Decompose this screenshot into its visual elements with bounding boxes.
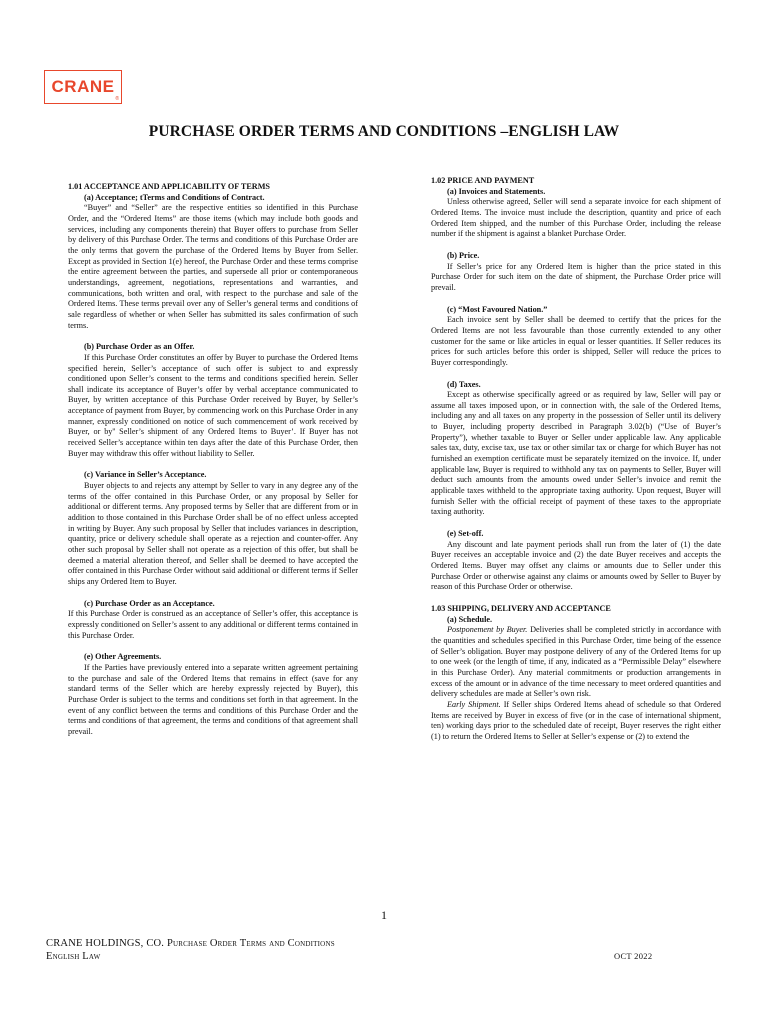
subheading-other-agreements: (e) Other Agreements.: [84, 652, 162, 662]
paragraph-setoff: Any discount and late payment periods shall run from the later of (1) the date Buyer receives an acceptable invoice and (2) the date Buyer receives and accepts the Ordered Items. Buyer may offset any claims or amounts due to Seller under this Purchase Order or otherwise against any claims or amounts owed by Seller to Buyer by reason of this Purchase Order or otherwise.: [431, 539, 721, 592]
logo-text: CRANE: [51, 77, 115, 96]
footer-date: OCT 2022: [614, 951, 653, 961]
paragraph-taxes: Except as otherwise specifically agreed or as required by law, Seller will pay or assume all taxes imposed upon, or in connection with, the sale of the Ordered Items, including any and all taxes on any property in the possession of Seller until its delivery to Buyer, including property described in Paragraph 3.02(b) (“Use of Buyer’s Property”), whether taxable to Buyer or Seller under applicable law. Any applicable sales tax, duty, excise tax, use tax or other similar tax or charge for which Buyer has not furnished an exemption certificate must be separately itemized on the invoice. If, under applicable law, Buyer is required to withhold any tax on payments to Seller, Buyer will deduct such amounts from the amounts owed under Seller’s invoice and remit the applicable taxes withheld to the appropriate taxing authority. Upon request, Buyer will furnish Seller with the official receipt of payment of these taxes to the appropriate taxing authority.: [431, 390, 721, 517]
section-heading-1-02: 1.02 PRICE AND PAYMENT: [431, 176, 535, 185]
paragraph-acceptance: “Buyer” and “Seller” are the respective entities so identified in this Purchase Order, and the “Ordered Items” are those items (which may include both goods and services, including any components therein) that Buyer offers to purchase from Seller by delivery of this Purchase Order. The terms and conditions of this Purchase Order are the only terms that govern the purchase of the Ordered Items by Buyer from Seller. Except as provided in Section 1(e) hereof, the Purchase Order and these terms comprise the entire agreement between the parties, and supersede all prior or contemporaneous understandings, agreement, negotiations, representations and warranties, and communications, both written and oral, with respect to the purchase and sale of the Ordered Items. These terms prevail over any of Seller’s general terms and conditions of sale regardless of whether or when Seller has submitted its sales confirmation of such terms.: [68, 203, 358, 330]
early-shipment-lead: Early Shipment.: [447, 699, 501, 709]
section-heading-1-03: 1.03 SHIPPING, DELIVERY AND ACCEPTANCE: [431, 603, 611, 613]
page-title: PURCHASE ORDER TERMS AND CONDITIONS –ENGLISH LAW: [148, 123, 620, 140]
right-column: [431, 176, 721, 743]
subheading-price: (b) Price.: [447, 250, 480, 260]
subheading-invoices: (a) Invoices and Statements.: [447, 186, 546, 196]
crane-logo: [44, 70, 122, 104]
subheading-acceptance: (a) Acceptance; tTerms and Conditions of Contract.: [84, 192, 265, 202]
footer-line-1: CRANE HOLDINGS, CO. Purchase Order Terms and Conditions: [46, 938, 335, 949]
paragraph-variance: Buyer objects to and rejects any attempt by Seller to vary in any degree any of the terms of the offer contained in this Purchase Order, or any proposal by Seller for additional or different terms. Any proposed terms by Seller that are different from or in addition to those contained in this Purchase Order shall be of no effect unless accepted in writing by Buyer. Any such proposal by Seller that includes variances in description, quantity, price or delivery schedule shall operate as a rejection and counter-offer. Any other such proposal by Seller shall not operate as a rejection of this offer, but shall be deemed a material alteration thereof, and Seller shall be deemed to have accepted the offer contained in this Purchase Order without said additional or different terms if Seller ships any Ordered Item to Buyer.: [68, 481, 358, 586]
registered-mark: ®: [115, 96, 119, 102]
postponement-lead: Postponement by Buyer.: [447, 625, 528, 635]
subheading-mfn: (c) “Most Favoured Nation.”: [447, 304, 548, 314]
subheading-po-acceptance: (c) Purchase Order as an Acceptance.: [84, 598, 215, 608]
subheading-setoff: (e) Set-off.: [447, 529, 484, 539]
footer-line-2: English Law: [46, 951, 101, 962]
footer-title: [46, 937, 335, 963]
paragraph-postponement: [431, 625, 721, 700]
paragraph-other-agreements: If the Parties have previously entered into a separate written agreement pertaining to the purchase and sale of the Ordered Items that remains in effect (save for any standard terms of the Seller which are hereby expressly rejected by Buyer), this Purchase Order is subject to the terms and conditions set forth in that agreement. In the event of any conflict between the terms and conditions of this Purchase Order and the terms and conditions of that agreement, the terms and conditions of that agreement shall prevail.: [68, 662, 358, 736]
paragraph-mfn: Each invoice sent by Seller shall be deemed to certify that the prices for the Ordered Items are not less favourable than those currently extended to any other customer for the same or like articles in equal or lesser quantities. If Seller reduces its prices for such articles before this order is shipped, Seller will reduce the prices to Buyer correspondingly.: [431, 315, 721, 367]
subheading-schedule: (a) Schedule.: [447, 614, 493, 624]
early-shipment-body: If Seller ships Ordered Items ahead of schedule so that Ordered Items are received by Buyer in excess of five (or in the case of international shipment, ten) working days prior to the scheduled date of receipt, Buyer reserves the right either (1) to return the Ordered Items to Seller at Seller’s expense or (2) to extend the: [431, 699, 721, 741]
section-heading-1-01: 1.01 ACCEPTANCE AND APPLICABILITY OF TERMS: [68, 182, 270, 191]
page-number: 1: [381, 908, 387, 922]
paragraph-early-shipment: [431, 700, 721, 743]
subheading-taxes: (d) Taxes.: [447, 379, 481, 389]
left-column: [68, 182, 358, 738]
paragraph-invoices: Unless otherwise agreed, Seller will send a separate invoice for each shipment of Ordered Items. The invoice must include the description, quantity and price of each Ordered Item shipped, and the number of this Purchase Order, including the release number if the shipment is against a blanket Purchase Order.: [431, 197, 721, 239]
paragraph-po-acceptance: If this Purchase Order is construed as an acceptance of Seller’s offer, this acceptance is expressly conditioned on Seller’s assent to any additional or different terms contained in this Purchase Order.: [68, 609, 358, 640]
paragraph-price: If Seller’s price for any Ordered Item is higher than the price stated in this Purchase Order for such item on the date of shipment, the Purchase Order price will prevail.: [431, 261, 721, 292]
subheading-variance: (c) Variance in Seller’s Acceptance.: [84, 470, 207, 480]
paragraph-offer: If this Purchase Order constitutes an offer by Buyer to purchase the Ordered Items specified herein, Seller’s acceptance of such offer is subject to and expressly conditioned upon Seller’s consent to the terms and conditions specified herein. Seller shall indicate its acceptance of Buyer’s offer by verbal acceptance communicated to Buyer, by written acceptance of this Purchase Order received by Buyer, by Seller’s acceptance of payment from Buyer, by commencing work on this Purchase Order in any manner, expressly conditioned on notice of such commencement of work received by Buyer, or by'' Seller’s shipment of any Ordered Items to Buyer’. If Buyer has not received Seller’s acceptance within ten days after the date of this Purchase Order, then Buyer may withdraw this offer without liability to Seller.: [68, 352, 358, 458]
postponement-body: Deliveries shall be completed strictly in accordance with the quantities and schedules specified in this Purchase Order, time being of the essence of Seller’s obligation. Buyer may postpone delivery of any of the Ordered Items for up to one week (or the length of time, if any, indicated as a “Permissible Delay” elsewhere in this Purchase Order). Any material commitments or production arrangements in excess of the amount or in advance of the time necessary to meet ordered quantities and delivery schedules are made at Seller’s own risk.: [431, 625, 721, 699]
subheading-offer: (b) Purchase Order as an Offer.: [84, 342, 195, 352]
